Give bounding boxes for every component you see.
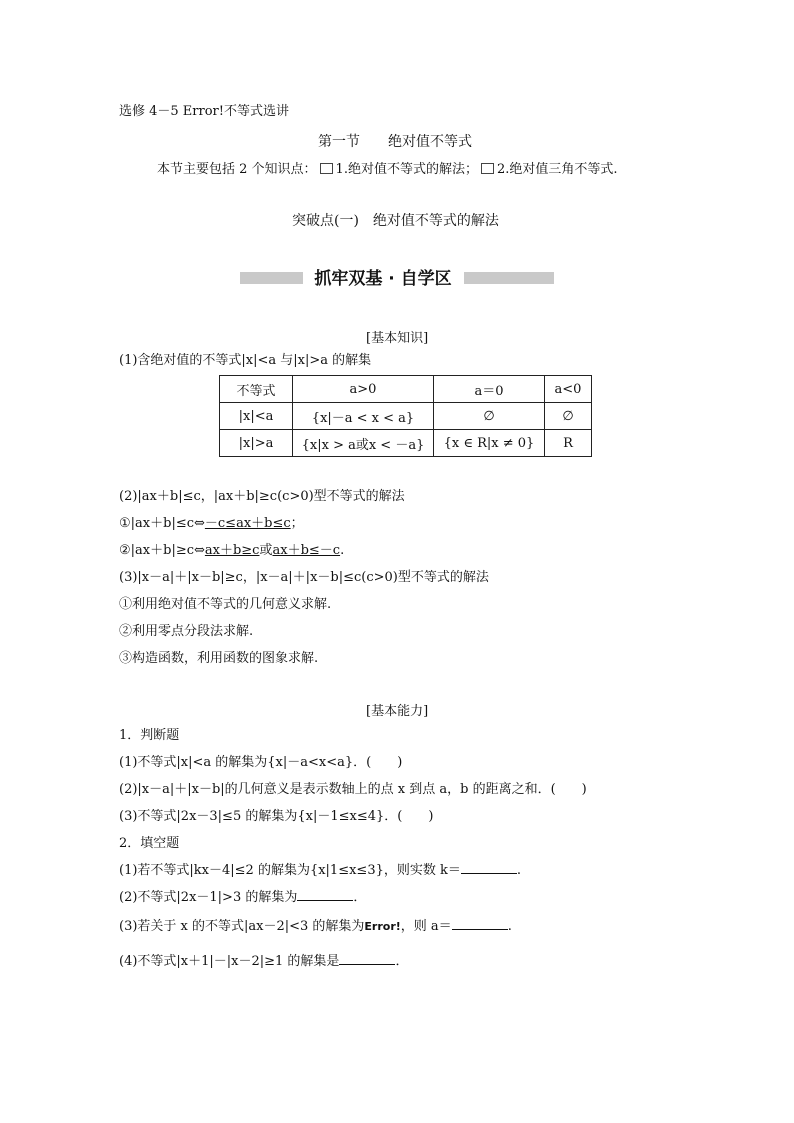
question-judge-3: (3)不等式|2x－3|≤5 的解集为{x|－1≤x≤4}．( ) xyxy=(119,809,434,824)
table-cell: |x|<a xyxy=(220,403,293,430)
chapter-header: 选修 4－5 Error!不等式选讲 xyxy=(119,104,289,119)
intro-item-1: 1.绝对值不等式的解法； xyxy=(335,162,478,177)
p2b-answer-2: ax＋b≤－c xyxy=(272,543,341,558)
answer-blank[interactable] xyxy=(297,888,353,901)
knowledge-point-icon xyxy=(481,163,494,174)
question-fill-2-text: (2)不等式|2x－1|>3 的解集为 xyxy=(119,890,298,905)
answer-blank[interactable] xyxy=(452,917,508,930)
table-cell: {x|－a < x < a} xyxy=(293,403,434,430)
knowledge-p3a: ①利用绝对值不等式的几何意义求解. xyxy=(119,597,332,612)
p2a-answer: －c≤ax＋b≤c xyxy=(204,516,291,531)
ability-heading: [基本能力] xyxy=(366,704,429,719)
question-fill-1-end: . xyxy=(516,863,522,878)
question-judge-1: (1)不等式|x|<a 的解集为{x|－a<x<a}．( ) xyxy=(119,755,403,770)
knowledge-p3: (3)|x－a|＋|x－b|≥c，|x－a|＋|x－b|≤c(c>0)型不等式的解法 xyxy=(119,570,489,585)
question-fill-3-end: . xyxy=(507,919,512,934)
table-cell: ∅ xyxy=(545,403,592,430)
knowledge-p1: (1)含绝对值的不等式|x|<a 与|x|>a 的解集 xyxy=(119,353,372,368)
p2b-answer-1: ax＋b≥c xyxy=(204,543,260,558)
error-placeholder: Error! xyxy=(364,920,401,933)
table-header-cell: a＝0 xyxy=(434,376,545,403)
table-cell: ∅ xyxy=(434,403,545,430)
banner-bar-left xyxy=(240,272,303,284)
question-fill-3-suffix: ，则 a＝ xyxy=(400,919,452,934)
section-title: 第一节 绝对值不等式 xyxy=(318,134,472,150)
answer-blank[interactable] xyxy=(461,861,517,874)
p2b-mid: 或 xyxy=(259,543,273,558)
banner-bar-right xyxy=(464,272,554,284)
table-header-row xyxy=(220,376,592,403)
p2b-suffix: . xyxy=(340,543,345,558)
question-judge-2: (2)|x－a|＋|x－b|的几何意义是表示数轴上的点 x 到点 a，b 的距离之和．( ) xyxy=(119,782,587,797)
table-cell: {x|x > a或x < －a} xyxy=(293,430,434,457)
intro-line xyxy=(157,158,618,177)
question-fill-1-text: (1)若不等式|kx－4|≤2 的解集为{x|1≤x≤3}，则实数 k＝ xyxy=(119,863,461,878)
knowledge-p2: (2)|ax＋b|≤c，|ax＋b|≥c(c>0)型不等式的解法 xyxy=(119,489,405,504)
table-cell: |x|>a xyxy=(220,430,293,457)
banner-title: 抓牢双基 · 自学区 xyxy=(314,269,452,289)
knowledge-point-icon xyxy=(320,163,333,174)
question-fill-title: 2．填空题 xyxy=(119,836,180,851)
question-fill-2 xyxy=(119,886,366,905)
p2a-suffix: ； xyxy=(290,516,304,531)
knowledge-p3b: ②利用零点分段法求解. xyxy=(119,624,254,639)
table-row xyxy=(220,403,592,430)
table-row xyxy=(220,430,592,457)
answer-blank[interactable] xyxy=(339,952,395,965)
table-header-cell: a<0 xyxy=(545,376,592,403)
knowledge-p2b xyxy=(119,539,344,558)
question-fill-3-prefix: (3)若关于 x 的不等式|ax－2|<3 的解集为 xyxy=(119,919,365,934)
knowledge-p3c: ③构造函数，利用函数的图象求解. xyxy=(119,651,319,666)
intro-prefix: 本节主要包括 2 个知识点： xyxy=(157,162,317,177)
table-cell: R xyxy=(545,430,592,457)
knowledge-heading: [基本知识] xyxy=(366,331,429,346)
question-fill-4 xyxy=(119,950,408,969)
subsection-title: 突破点(一) 绝对值不等式的解法 xyxy=(292,213,499,229)
question-fill-3 xyxy=(119,915,512,934)
question-judge-title: 1．判断题 xyxy=(119,728,180,743)
question-fill-4-end: ． xyxy=(395,954,409,969)
table-cell: {x ∈ R|x ≠ 0} xyxy=(434,430,545,457)
table-header-cell: 不等式 xyxy=(220,376,293,403)
question-fill-1 xyxy=(119,859,521,878)
knowledge-p2a xyxy=(119,512,304,531)
question-fill-4-text: (4)不等式|x＋1|－|x－2|≥1 的解集是 xyxy=(119,954,340,969)
p2a-prefix: ①|ax＋b|≤c⇔ xyxy=(119,516,205,531)
question-fill-2-end: ． xyxy=(353,890,367,905)
intro-item-2: 2.绝对值三角不等式. xyxy=(496,162,618,177)
p2b-prefix: ②|ax＋b|≥c⇔ xyxy=(119,543,205,558)
table-header-cell: a>0 xyxy=(293,376,434,403)
inequality-table xyxy=(219,375,592,457)
